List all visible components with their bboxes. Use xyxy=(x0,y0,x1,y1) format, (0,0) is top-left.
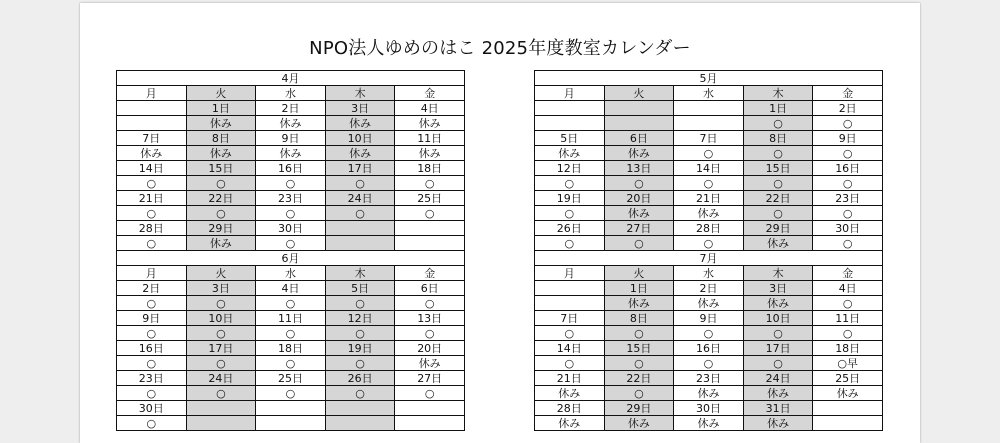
attendance-cell: ○ xyxy=(186,326,256,341)
attendance-cell: 休み xyxy=(186,236,256,251)
attendance-cell: ○ xyxy=(674,146,744,161)
date-row xyxy=(535,371,883,386)
attendance-row xyxy=(117,206,465,221)
attendance-row xyxy=(535,206,883,221)
date-cell: 10日 xyxy=(186,311,256,326)
attendance-cell: 休み xyxy=(325,116,395,131)
date-cell: 23日 xyxy=(256,191,326,206)
date-cell: 15日 xyxy=(743,161,813,176)
date-cell: 17日 xyxy=(743,341,813,356)
date-cell xyxy=(256,401,326,416)
date-cell: 29日 xyxy=(186,221,256,236)
date-cell: 24日 xyxy=(325,191,395,206)
attendance-row xyxy=(535,296,883,311)
attendance-cell xyxy=(117,116,187,131)
attendance-cell: ○ xyxy=(256,176,326,191)
attendance-cell: ○ xyxy=(117,236,187,251)
attendance-cell xyxy=(395,416,465,431)
attendance-cell: 休み xyxy=(604,206,674,221)
date-cell: 8日 xyxy=(186,131,256,146)
date-cell: 9日 xyxy=(674,311,744,326)
date-cell xyxy=(325,401,395,416)
date-cell: 25日 xyxy=(256,371,326,386)
attendance-row xyxy=(535,146,883,161)
date-row xyxy=(117,401,465,416)
date-row xyxy=(535,401,883,416)
date-cell: 2日 xyxy=(813,101,883,116)
weekday-header: 月 xyxy=(535,266,605,281)
attendance-cell xyxy=(813,416,883,431)
date-cell: 14日 xyxy=(535,341,605,356)
attendance-cell: 休み xyxy=(743,386,813,401)
attendance-cell: ○ xyxy=(117,356,187,371)
date-row xyxy=(535,191,883,206)
attendance-row xyxy=(535,176,883,191)
date-cell: 26日 xyxy=(325,371,395,386)
attendance-cell: ○ xyxy=(743,116,813,131)
attendance-cell xyxy=(395,236,465,251)
attendance-cell: 休み xyxy=(535,146,605,161)
date-row xyxy=(117,161,465,176)
date-cell: 29日 xyxy=(604,401,674,416)
attendance-row xyxy=(535,326,883,341)
date-cell: 28日 xyxy=(674,221,744,236)
attendance-cell: ○ xyxy=(743,176,813,191)
attendance-cell: 休み xyxy=(395,146,465,161)
attendance-row xyxy=(117,146,465,161)
date-cell: 4日 xyxy=(256,281,326,296)
date-cell: 7日 xyxy=(535,311,605,326)
attendance-cell: ○ xyxy=(256,296,326,311)
attendance-cell: ○ xyxy=(743,206,813,221)
attendance-cell: ○ xyxy=(674,326,744,341)
attendance-cell xyxy=(604,116,674,131)
attendance-cell xyxy=(535,116,605,131)
date-cell: 7日 xyxy=(674,131,744,146)
date-cell: 25日 xyxy=(395,191,465,206)
date-row xyxy=(117,341,465,356)
date-cell: 9日 xyxy=(117,311,187,326)
attendance-cell: ○ xyxy=(117,416,187,431)
weekday-header: 木 xyxy=(743,266,813,281)
attendance-cell: 休み xyxy=(186,116,256,131)
attendance-cell: ○ xyxy=(813,326,883,341)
attendance-row xyxy=(117,416,465,431)
attendance-row xyxy=(117,176,465,191)
weekday-header: 金 xyxy=(813,86,883,101)
date-cell: 8日 xyxy=(743,131,813,146)
date-cell: 7日 xyxy=(117,131,187,146)
date-cell: 16日 xyxy=(256,161,326,176)
date-cell: 31日 xyxy=(743,401,813,416)
attendance-cell: ○ xyxy=(325,206,395,221)
weekday-header: 水 xyxy=(674,266,744,281)
date-cell: 13日 xyxy=(604,161,674,176)
weekday-header: 木 xyxy=(325,86,395,101)
weekday-header: 火 xyxy=(604,86,674,101)
attendance-cell: ○ xyxy=(117,386,187,401)
weekday-header: 火 xyxy=(186,86,256,101)
date-cell: 22日 xyxy=(604,371,674,386)
attendance-cell: ○ xyxy=(117,206,187,221)
attendance-cell: 休み xyxy=(743,296,813,311)
date-cell: 20日 xyxy=(604,191,674,206)
attendance-cell: 休み xyxy=(325,146,395,161)
date-cell: 1日 xyxy=(186,101,256,116)
date-cell: 3日 xyxy=(743,281,813,296)
date-cell: 24日 xyxy=(186,371,256,386)
date-cell: 11日 xyxy=(813,311,883,326)
date-row xyxy=(117,191,465,206)
date-row xyxy=(535,221,883,236)
date-row xyxy=(117,101,465,116)
attendance-cell: ○ xyxy=(813,146,883,161)
attendance-row xyxy=(117,326,465,341)
attendance-cell: 休み xyxy=(604,416,674,431)
weekday-header: 金 xyxy=(395,266,465,281)
attendance-cell xyxy=(325,416,395,431)
date-cell: 1日 xyxy=(743,101,813,116)
month-header-may: 5月 xyxy=(535,71,883,86)
date-row xyxy=(535,161,883,176)
date-cell: 16日 xyxy=(117,341,187,356)
attendance-cell: ○ xyxy=(535,356,605,371)
attendance-cell: ○ xyxy=(674,176,744,191)
date-cell: 14日 xyxy=(117,161,187,176)
date-cell: 21日 xyxy=(674,191,744,206)
document-page xyxy=(80,3,920,443)
weekday-header: 金 xyxy=(813,266,883,281)
date-cell xyxy=(674,101,744,116)
date-cell: 11日 xyxy=(256,311,326,326)
date-cell: 25日 xyxy=(813,371,883,386)
date-cell: 27日 xyxy=(604,221,674,236)
date-cell: 28日 xyxy=(535,401,605,416)
date-cell: 28日 xyxy=(117,221,187,236)
attendance-row xyxy=(117,236,465,251)
attendance-cell xyxy=(325,236,395,251)
weekday-header: 水 xyxy=(256,86,326,101)
attendance-cell: 休み xyxy=(604,146,674,161)
date-cell: 9日 xyxy=(813,131,883,146)
attendance-cell: ○ xyxy=(604,236,674,251)
date-cell: 5日 xyxy=(325,281,395,296)
date-cell: 19日 xyxy=(535,191,605,206)
attendance-row xyxy=(535,356,883,371)
date-cell: 27日 xyxy=(395,371,465,386)
attendance-cell: ○ xyxy=(604,356,674,371)
weekday-header: 月 xyxy=(117,86,187,101)
date-cell: 3日 xyxy=(325,101,395,116)
weekday-header: 木 xyxy=(325,266,395,281)
date-cell: 21日 xyxy=(535,371,605,386)
attendance-cell: ○ xyxy=(604,326,674,341)
date-cell: 23日 xyxy=(813,191,883,206)
attendance-cell: ○ xyxy=(325,176,395,191)
date-cell: 30日 xyxy=(117,401,187,416)
date-cell: 14日 xyxy=(674,161,744,176)
date-cell: 12日 xyxy=(535,161,605,176)
attendance-cell: ○ xyxy=(325,296,395,311)
attendance-cell: 休み xyxy=(674,206,744,221)
attendance-cell xyxy=(186,416,256,431)
attendance-cell: ○ xyxy=(813,206,883,221)
weekday-header: 火 xyxy=(186,266,256,281)
attendance-cell: ○ xyxy=(604,386,674,401)
attendance-cell: ○ xyxy=(256,386,326,401)
date-cell: 16日 xyxy=(813,161,883,176)
attendance-row xyxy=(117,296,465,311)
date-cell: 19日 xyxy=(325,341,395,356)
date-cell: 21日 xyxy=(117,191,187,206)
attendance-cell: ○ xyxy=(117,296,187,311)
attendance-row xyxy=(117,116,465,131)
date-cell xyxy=(535,281,605,296)
attendance-cell: ○ xyxy=(535,176,605,191)
date-cell: 18日 xyxy=(256,341,326,356)
date-cell: 30日 xyxy=(813,221,883,236)
attendance-cell: 休み xyxy=(395,116,465,131)
date-cell: 10日 xyxy=(325,131,395,146)
attendance-row xyxy=(117,386,465,401)
month-header-jul: 7月 xyxy=(535,251,883,266)
date-row xyxy=(535,131,883,146)
weekday-header: 火 xyxy=(604,266,674,281)
date-cell: 22日 xyxy=(743,191,813,206)
attendance-row xyxy=(535,416,883,431)
attendance-cell: ○ xyxy=(256,356,326,371)
attendance-cell xyxy=(674,116,744,131)
weekday-header: 木 xyxy=(743,86,813,101)
date-cell: 10日 xyxy=(743,311,813,326)
date-cell: 20日 xyxy=(395,341,465,356)
date-cell: 30日 xyxy=(674,401,744,416)
date-cell: 5日 xyxy=(535,131,605,146)
attendance-cell: ○ xyxy=(674,356,744,371)
weekday-header: 水 xyxy=(674,86,744,101)
weekday-header: 水 xyxy=(256,266,326,281)
date-cell: 11日 xyxy=(395,131,465,146)
date-row xyxy=(535,311,883,326)
date-cell: 9日 xyxy=(256,131,326,146)
date-cell xyxy=(604,101,674,116)
attendance-cell: 休み xyxy=(395,356,465,371)
date-cell xyxy=(186,401,256,416)
date-row xyxy=(117,131,465,146)
date-cell: 18日 xyxy=(813,341,883,356)
attendance-cell: 休み xyxy=(674,416,744,431)
date-cell: 4日 xyxy=(395,101,465,116)
date-cell: 24日 xyxy=(743,371,813,386)
date-cell xyxy=(535,101,605,116)
calendar-right-column xyxy=(534,70,883,431)
date-cell: 17日 xyxy=(186,341,256,356)
date-cell: 23日 xyxy=(117,371,187,386)
attendance-cell: ○ xyxy=(325,326,395,341)
date-row xyxy=(117,311,465,326)
date-cell: 18日 xyxy=(395,161,465,176)
date-cell xyxy=(813,401,883,416)
attendance-cell: ○ xyxy=(186,296,256,311)
attendance-cell: ○ xyxy=(395,176,465,191)
date-cell: 16日 xyxy=(674,341,744,356)
date-cell: 2日 xyxy=(674,281,744,296)
attendance-cell: 休み xyxy=(535,416,605,431)
attendance-cell: 休み xyxy=(813,386,883,401)
date-cell: 2日 xyxy=(256,101,326,116)
date-row xyxy=(535,281,883,296)
attendance-cell: 休み xyxy=(186,146,256,161)
attendance-cell: ○ xyxy=(604,176,674,191)
page-title: NPO法人ゆめのはこ 2025年度教室カレンダー xyxy=(309,38,691,59)
attendance-cell: ○ xyxy=(813,176,883,191)
attendance-cell: 休み xyxy=(535,386,605,401)
date-cell: 1日 xyxy=(604,281,674,296)
attendance-cell: ○ xyxy=(535,236,605,251)
attendance-cell: ○早 xyxy=(813,356,883,371)
date-cell: 15日 xyxy=(186,161,256,176)
date-cell: 26日 xyxy=(535,221,605,236)
attendance-cell: 休み xyxy=(674,296,744,311)
attendance-cell: ○ xyxy=(813,296,883,311)
weekday-header: 月 xyxy=(117,266,187,281)
attendance-cell: ○ xyxy=(395,296,465,311)
attendance-cell: 休み xyxy=(743,416,813,431)
date-row xyxy=(117,221,465,236)
attendance-cell: ○ xyxy=(743,326,813,341)
attendance-cell: ○ xyxy=(325,386,395,401)
date-cell xyxy=(395,221,465,236)
date-cell: 30日 xyxy=(256,221,326,236)
date-cell: 22日 xyxy=(186,191,256,206)
attendance-cell: 休み xyxy=(743,236,813,251)
date-row xyxy=(535,101,883,116)
attendance-cell: ○ xyxy=(395,386,465,401)
attendance-cell: ○ xyxy=(325,356,395,371)
attendance-cell: ○ xyxy=(813,116,883,131)
month-header-apr: 4月 xyxy=(117,71,465,86)
attendance-cell: 休み xyxy=(674,386,744,401)
date-row xyxy=(535,341,883,356)
date-cell xyxy=(395,401,465,416)
attendance-cell: 休み xyxy=(117,146,187,161)
attendance-cell: ○ xyxy=(186,356,256,371)
attendance-cell: 休み xyxy=(256,116,326,131)
weekday-header: 金 xyxy=(395,86,465,101)
attendance-cell: ○ xyxy=(395,206,465,221)
date-cell: 6日 xyxy=(395,281,465,296)
date-cell xyxy=(325,221,395,236)
date-cell: 3日 xyxy=(186,281,256,296)
attendance-cell: ○ xyxy=(117,326,187,341)
attendance-cell: ○ xyxy=(186,386,256,401)
calendar-left-column xyxy=(116,70,465,431)
date-cell: 15日 xyxy=(604,341,674,356)
attendance-cell: ○ xyxy=(186,176,256,191)
attendance-cell: ○ xyxy=(256,206,326,221)
date-cell: 13日 xyxy=(395,311,465,326)
attendance-row xyxy=(117,356,465,371)
attendance-cell: 休み xyxy=(604,296,674,311)
attendance-cell: 休み xyxy=(256,146,326,161)
attendance-row xyxy=(535,386,883,401)
date-cell: 8日 xyxy=(604,311,674,326)
date-cell: 2日 xyxy=(117,281,187,296)
date-cell: 6日 xyxy=(604,131,674,146)
attendance-cell: ○ xyxy=(535,206,605,221)
attendance-cell xyxy=(256,416,326,431)
attendance-cell: ○ xyxy=(256,326,326,341)
attendance-cell: ○ xyxy=(743,146,813,161)
attendance-cell: ○ xyxy=(256,236,326,251)
attendance-row xyxy=(535,236,883,251)
date-row xyxy=(117,371,465,386)
date-cell: 4日 xyxy=(813,281,883,296)
attendance-cell: ○ xyxy=(813,236,883,251)
attendance-cell: ○ xyxy=(674,236,744,251)
date-cell: 29日 xyxy=(743,221,813,236)
date-cell: 12日 xyxy=(325,311,395,326)
attendance-cell xyxy=(535,296,605,311)
date-cell: 17日 xyxy=(325,161,395,176)
date-cell xyxy=(117,101,187,116)
attendance-cell: ○ xyxy=(117,176,187,191)
date-cell: 23日 xyxy=(674,371,744,386)
attendance-cell: ○ xyxy=(395,326,465,341)
attendance-cell: ○ xyxy=(535,326,605,341)
date-row xyxy=(117,281,465,296)
attendance-row xyxy=(535,116,883,131)
attendance-cell: ○ xyxy=(186,206,256,221)
month-header-jun: 6月 xyxy=(117,251,465,266)
attendance-cell: ○ xyxy=(743,356,813,371)
weekday-header: 月 xyxy=(535,86,605,101)
